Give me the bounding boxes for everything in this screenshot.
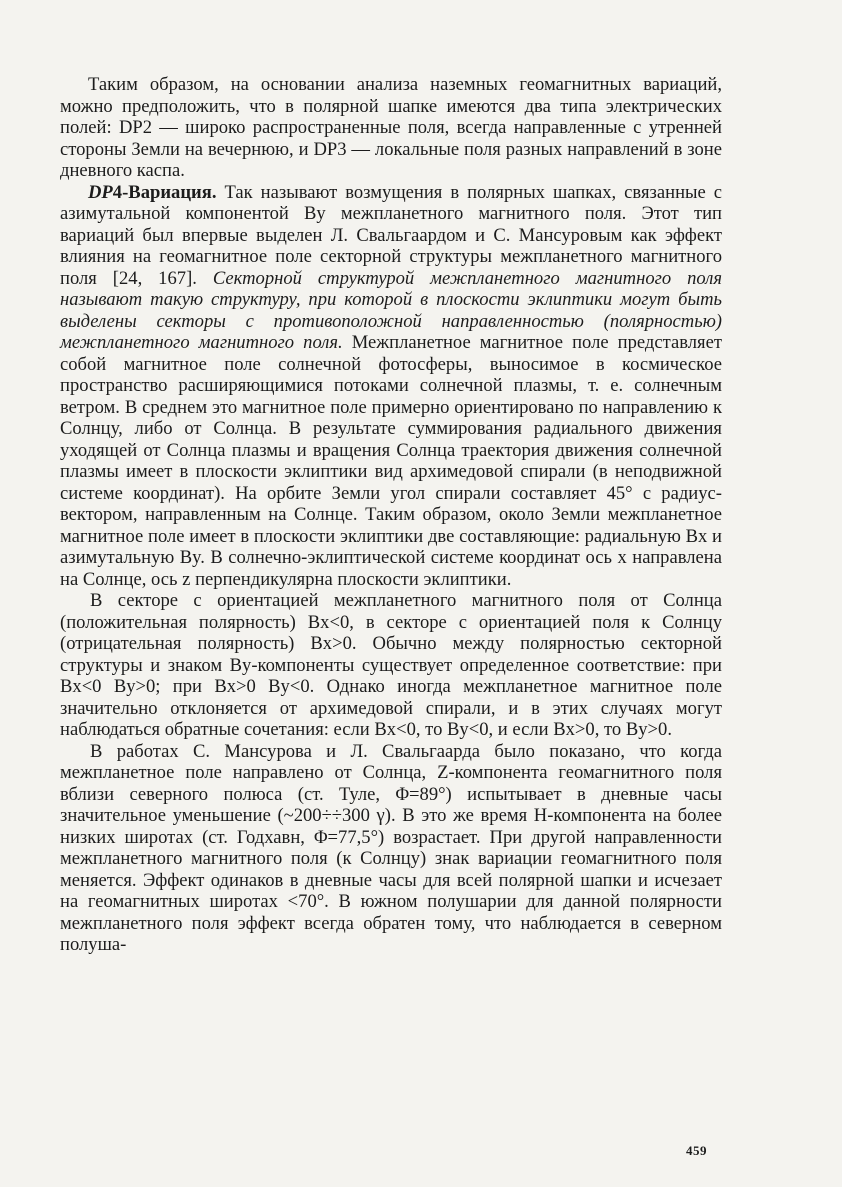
paragraph-mansurov-svalgaard: В работах С. Мансурова и Л. Свальгаарда было показано, что когда межпланетное поле направлено от Солнца, Z-компонента геомагнитного поля вблизи северного полюса (ст. Туле, Φ=89°) испытывает в дневные часы значительное уменьшение (~200÷÷300 γ). В это же время H-компонента на более низких широтах (ст. Годхавн, Φ=77,5°) возрастает. При другой направленности межпланетного магнитного поля (к Солнцу) знак вариации геомагнитного поля меняется. Эффект одинаков в дневные часы для всей полярной шапки и исчезает на геомагнитных широтах <70°. В южном полушарии для данной полярности межпланетного поля эффект всегда обратен тому, что наблюдается в северном полуша- [60, 740, 722, 955]
paragraph-dp4 [60, 182, 722, 591]
dp4-heading-italic: DP [88, 181, 113, 203]
body-text [60, 74, 722, 956]
dp4-heading [88, 182, 216, 203]
page-number: 459 [686, 1143, 707, 1158]
paragraph-dp4-rest: Межпланетное магнитное поле представляет собой магнитное поле солнечной фотосферы, выносимое в космическое пространство расширяющимися потоками солнечной плазмы, т. е. солнечным ветром. В среднем это магнитное поле примерно ориентировано по направлению к Солнцу, либо от Солнца. В результате суммирования радиального движения уходящей от Солнца плазмы и вращения Солнца траектория движения солнечной плазмы имеет в плоскости эклиптики вид архимедовой спирали (в неподвижной системе координат). На орбите Земли угол спирали составляет 45° с радиус-вектором, направленным на Солнце. Таким образом, около Земли межпланетное магнитное поле имеет в плоскости эклиптики две составляющие: радиальную Bx и азимутальную By. В солнечно-эклиптической системе координат ось x направлена на Солнце, ось z перпендикулярна плоскости эклиптики. [60, 332, 722, 590]
sector-structure-definition: Секторной структурой межпланетного магнитного поля называют такую структуру, при которой в плоскости эклиптики могут быть выделены секторы с противоположной направленностью (полярностью) межпланетного магнитного поля. [60, 267, 723, 353]
dp4-heading-rest: 4-Вариация. [112, 181, 217, 203]
paragraph-dp4-start: Так называют возмущения в полярных шапках, связанные с азимутальной компонентой By межпланетного магнитного поля. Этот тип вариаций был впервые выделен Л. Свальгаардом и С. Мансуровым как эффект влияния на геомагнитное поле секторной структуры межпланетного магнитного поля [24, 167]. [60, 181, 722, 289]
paragraph-dp2-dp3: Таким образом, на основании анализа наземных геомагнитных вариаций, можно предположить, что в полярной шапке имеются два типа электрических полей: DP2 — широко распространенные поля, всегда направленные с утренней стороны Земли на вечернюю, и DP3 — локальные поля разных направлений в зоне дневного каспа. [60, 74, 722, 181]
paragraph-sector-polarity: В секторе с ориентацией межпланетного магнитного поля от Солнца (положительная полярность) Bx<0, в секторе с ориентацией поля к Солнцу (отрицательная полярность) Bx>0. Обычно между полярностью секторной структуры и знаком By-компоненты существует определенное соответствие: при Bx<0 By>0; при Bx>0 By<0. Однако иногда межпланетное магнитное поле значительно отклоняется от архимедовой спирали, и в этих случаях могут наблюдаться обратные сочетания: если Bx<0, то By<0, и если Bx>0, то By>0. [60, 590, 722, 740]
